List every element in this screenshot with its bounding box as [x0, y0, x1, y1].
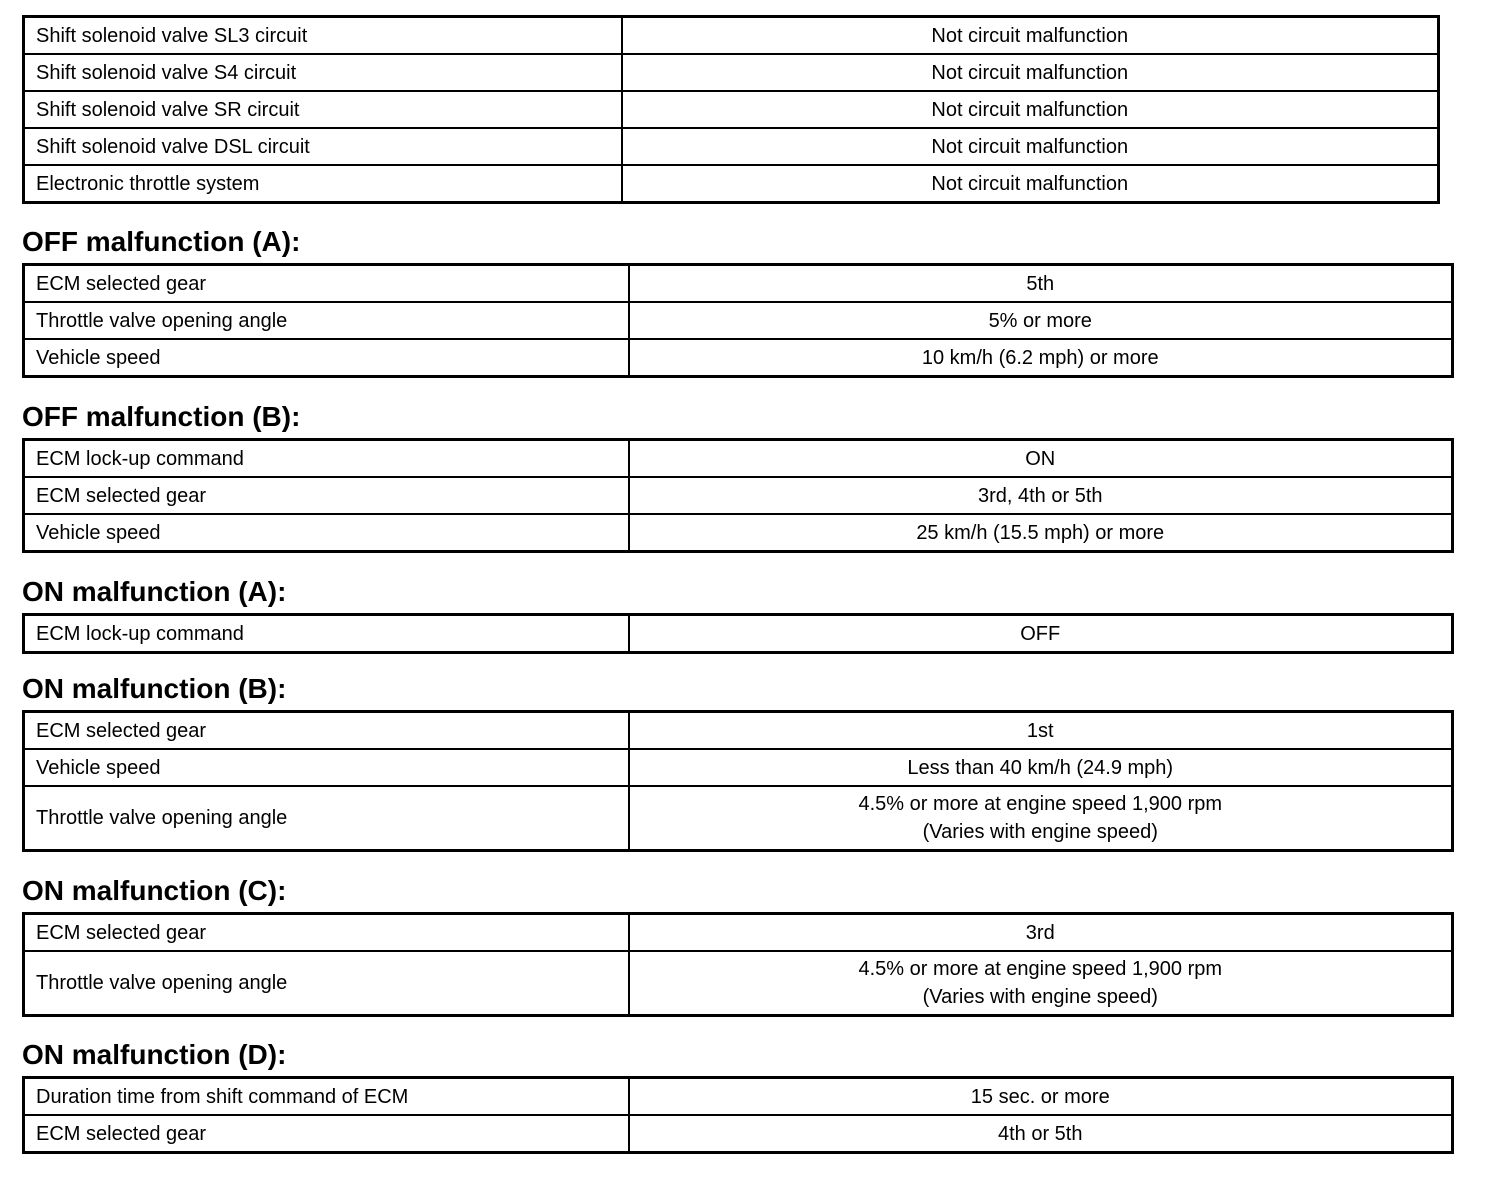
table-row [24, 91, 1439, 128]
row-label: Vehicle speed [24, 339, 629, 377]
row-value [622, 54, 1439, 91]
row-value [629, 265, 1453, 303]
row-value [622, 165, 1439, 203]
row-label: ECM selected gear [24, 477, 629, 514]
row-label: Shift solenoid valve S4 circuit [24, 54, 622, 91]
row-label: Throttle valve opening angle [24, 302, 629, 339]
heading-on-malfunction-a: ON malfunction (A): [22, 576, 287, 607]
on-malfunction-b-table [22, 710, 1454, 852]
row-value [629, 786, 1453, 851]
row-value [629, 1115, 1453, 1153]
section-on-malfunction-c [22, 912, 1454, 1017]
section-on-malfunction-b [22, 710, 1454, 852]
row-label: Shift solenoid valve DSL circuit [24, 128, 622, 165]
row-label: Duration time from shift command of ECM [24, 1078, 629, 1116]
value-line: Not circuit malfunction [931, 61, 1129, 84]
value-line: 5% or more [988, 309, 1092, 332]
table-row [24, 128, 1439, 165]
value-line: Not circuit malfunction [931, 24, 1129, 47]
value-line: (Varies with engine speed) [922, 821, 1158, 843]
value-line: (Varies with engine speed) [922, 986, 1158, 1008]
table-row [24, 302, 1453, 339]
table-row [24, 165, 1439, 203]
table-row [24, 786, 1453, 851]
table-row [24, 265, 1453, 303]
table-row [24, 477, 1453, 514]
row-value [629, 749, 1453, 786]
row-label: ECM selected gear [24, 712, 629, 750]
section-on-malfunction-a [22, 613, 1454, 654]
heading-off-malfunction-a: OFF malfunction (A): [22, 226, 301, 257]
value-line: 4.5% or more at engine speed 1,900 rpm [858, 793, 1223, 815]
value-line: 3rd [1025, 921, 1055, 944]
value-line: 3rd, 4th or 5th [977, 484, 1103, 507]
row-label: ECM lock-up command [24, 615, 629, 653]
row-value [629, 477, 1453, 514]
row-label: Shift solenoid valve SR circuit [24, 91, 622, 128]
value-line: ON [1025, 447, 1056, 470]
row-label: Shift solenoid valve SL3 circuit [24, 17, 622, 55]
row-value [629, 302, 1453, 339]
row-value [622, 128, 1439, 165]
row-value [629, 951, 1453, 1016]
section-circuit-conditions [22, 15, 1440, 204]
table-row [24, 514, 1453, 552]
value-line: 10 km/h (6.2 mph) or more [921, 346, 1159, 369]
row-label: ECM selected gear [24, 1115, 629, 1153]
value-line: OFF [1020, 622, 1061, 645]
table-row [24, 54, 1439, 91]
off-malfunction-a-table [22, 263, 1454, 378]
value-line: Not circuit malfunction [931, 98, 1129, 121]
table-row [24, 749, 1453, 786]
row-value [629, 514, 1453, 552]
table-row [24, 1115, 1453, 1153]
row-label: ECM selected gear [24, 265, 629, 303]
table-row [24, 615, 1453, 653]
value-line: 4th or 5th [997, 1122, 1083, 1145]
row-value [629, 339, 1453, 377]
value-line: 5th [1026, 272, 1055, 295]
row-label: Throttle valve opening angle [24, 951, 629, 1016]
row-value [629, 712, 1453, 750]
heading-on-malfunction-c: ON malfunction (C): [22, 875, 287, 906]
row-label: Vehicle speed [24, 749, 629, 786]
table-row [24, 712, 1453, 750]
heading-on-malfunction-b: ON malfunction (B): [22, 673, 287, 704]
row-label: ECM selected gear [24, 914, 629, 952]
value-line: 25 km/h (15.5 mph) or more [916, 521, 1165, 544]
row-value [622, 17, 1439, 55]
value-line: 4.5% or more at engine speed 1,900 rpm [858, 958, 1223, 980]
value-line: Less than 40 km/h (24.9 mph) [907, 756, 1174, 779]
row-value [629, 440, 1453, 478]
value-line: 15 sec. or more [970, 1085, 1110, 1108]
circuit-conditions-table [22, 15, 1440, 204]
table-row [24, 914, 1453, 952]
row-value [629, 615, 1453, 653]
value-line: Not circuit malfunction [931, 135, 1129, 158]
table-row [24, 1078, 1453, 1116]
heading-on-malfunction-d: ON malfunction (D): [22, 1039, 287, 1070]
on-malfunction-c-table [22, 912, 1454, 1017]
value-line: 1st [1026, 719, 1054, 742]
row-label: Vehicle speed [24, 514, 629, 552]
row-value [622, 91, 1439, 128]
section-on-malfunction-d [22, 1076, 1454, 1154]
row-label: Electronic throttle system [24, 165, 622, 203]
table-row [24, 440, 1453, 478]
value-line: Not circuit malfunction [931, 172, 1129, 195]
row-value [629, 1078, 1453, 1116]
row-label: ECM lock-up command [24, 440, 629, 478]
table-row [24, 339, 1453, 377]
heading-off-malfunction-b: OFF malfunction (B): [22, 401, 301, 432]
on-malfunction-a-table [22, 613, 1454, 654]
table-row [24, 951, 1453, 1016]
row-label: Throttle valve opening angle [24, 786, 629, 851]
off-malfunction-b-table [22, 438, 1454, 553]
section-off-malfunction-b [22, 438, 1454, 553]
row-value [629, 914, 1453, 952]
table-row [24, 17, 1439, 55]
section-off-malfunction-a [22, 263, 1454, 378]
on-malfunction-d-table [22, 1076, 1454, 1154]
